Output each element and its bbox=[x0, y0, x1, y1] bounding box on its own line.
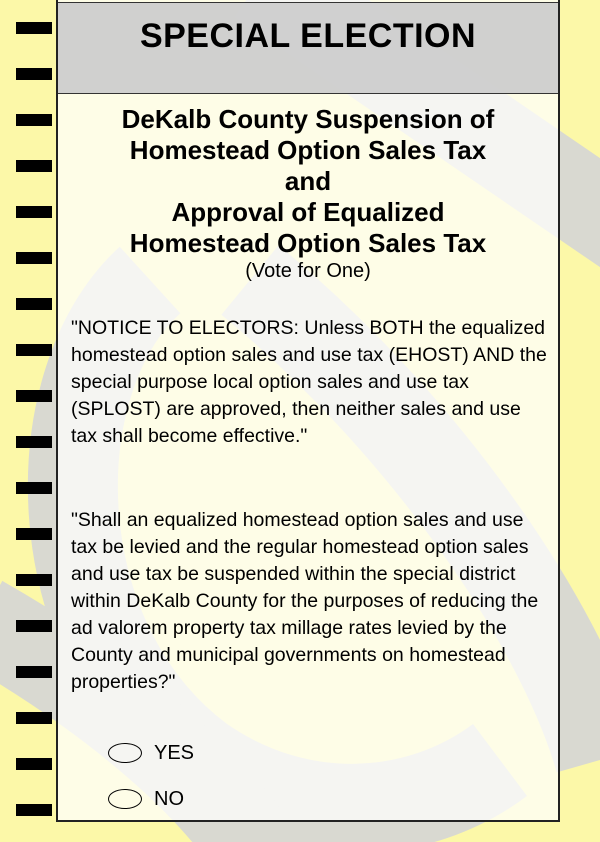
choice-yes[interactable] bbox=[108, 740, 194, 766]
timing-mark bbox=[16, 574, 52, 586]
timing-mark bbox=[16, 758, 52, 770]
ballot-header bbox=[58, 2, 558, 94]
timing-mark bbox=[16, 22, 52, 34]
timing-mark bbox=[16, 252, 52, 264]
choice-no[interactable] bbox=[108, 786, 184, 812]
timing-mark bbox=[16, 298, 52, 310]
ballot-question: "Shall an equalized homestead option sales and use tax be levied and the regular homestead option sales and use tax be suspended within the special district within DeKalb County for the purposes of reducing the ad valorem property tax millage rates levied by the County and municipal governments on homestead properties?" bbox=[71, 509, 539, 693]
timing-mark bbox=[16, 482, 52, 494]
vote-for-instruction: (Vote for One) bbox=[245, 260, 371, 282]
vote-oval[interactable] bbox=[108, 743, 142, 763]
timing-mark bbox=[16, 712, 52, 724]
timing-mark bbox=[16, 206, 52, 218]
timing-mark bbox=[16, 804, 52, 816]
contest-title-line: Homestead Option Sales Tax bbox=[129, 228, 487, 258]
timing-mark bbox=[16, 620, 52, 632]
contest-title-line: and bbox=[284, 166, 332, 196]
contest-title-line: DeKalb County Suspension of bbox=[121, 104, 495, 134]
ballot-contest bbox=[56, 0, 560, 822]
vote-oval[interactable] bbox=[108, 789, 142, 809]
contest-heading bbox=[58, 104, 558, 283]
timing-mark bbox=[16, 390, 52, 402]
timing-mark bbox=[16, 68, 52, 80]
contest-title-line: Homestead Option Sales Tax bbox=[129, 135, 487, 165]
timing-mark bbox=[16, 528, 52, 540]
timing-mark bbox=[16, 436, 52, 448]
timing-mark bbox=[16, 344, 52, 356]
header-title: SPECIAL ELECTION bbox=[139, 17, 477, 55]
contest-title-line: Approval of Equalized bbox=[171, 197, 445, 227]
choice-no-label: NO bbox=[154, 787, 184, 810]
timing-mark bbox=[16, 666, 52, 678]
notice-to-electors: "NOTICE TO ELECTORS: Unless BOTH the equalized homestead option sales and use tax (EHOST) AND the special purpose local option sales and use tax (SPLOST) are approved, then neither sales and use tax shall become effective." bbox=[71, 317, 547, 447]
choice-yes-label: YES bbox=[154, 741, 195, 764]
timing-mark bbox=[16, 160, 52, 172]
timing-marks bbox=[0, 0, 56, 842]
timing-mark bbox=[16, 114, 52, 126]
